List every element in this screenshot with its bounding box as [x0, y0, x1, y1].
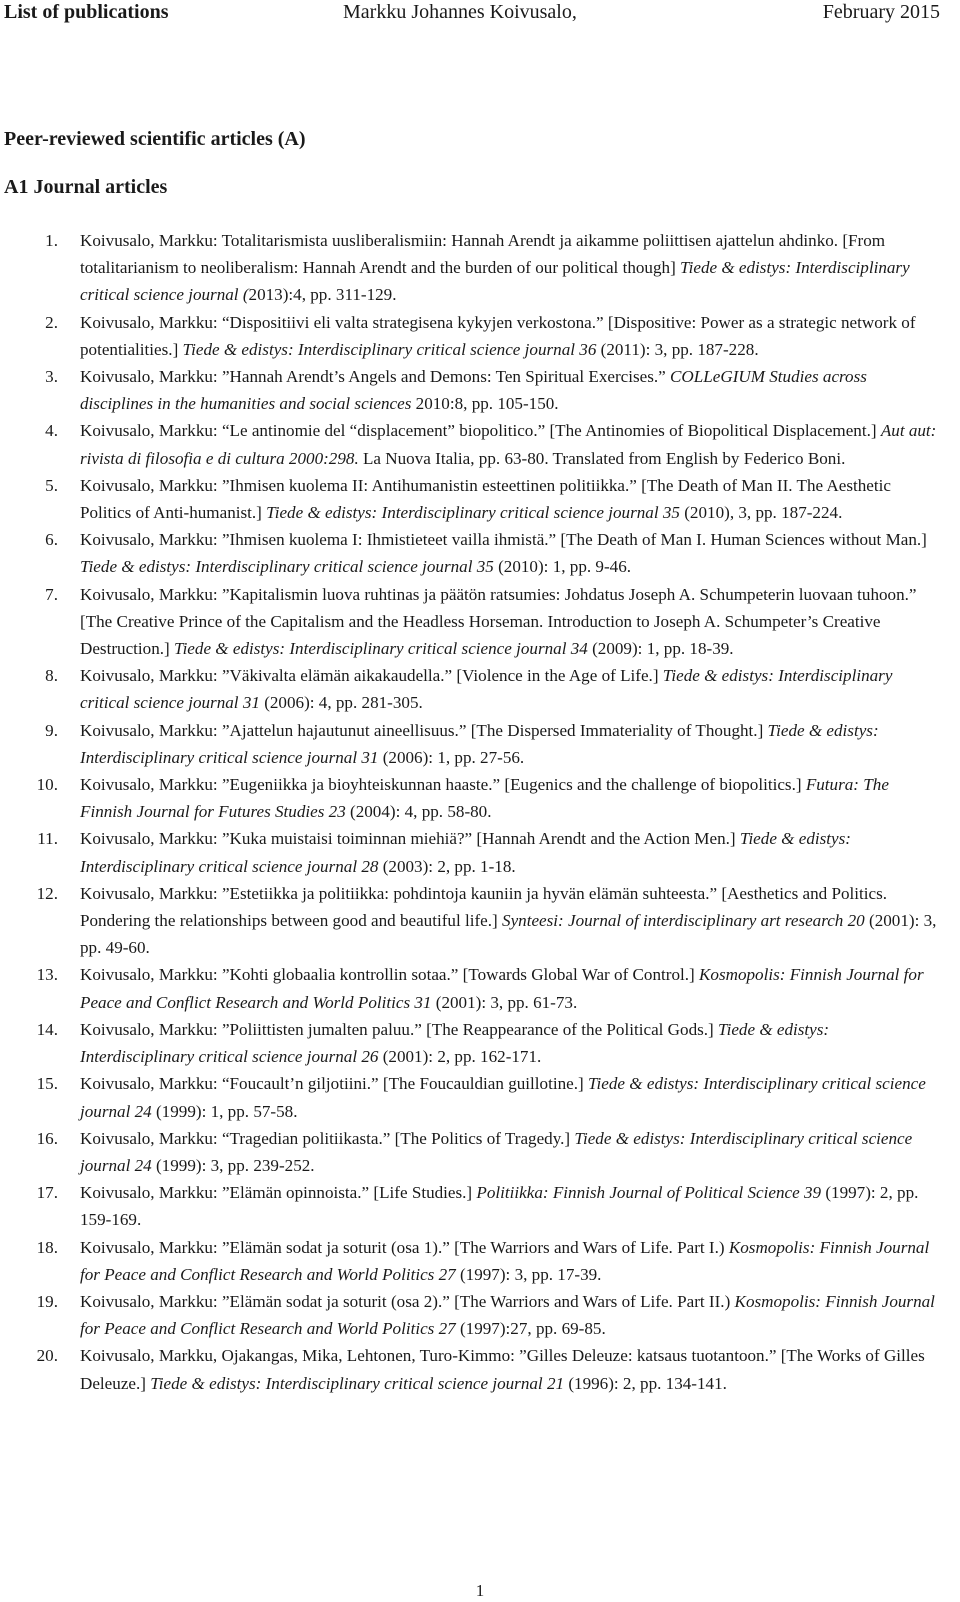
- publication-citation-text: Koivusalo, Markku: ”Kapitalismin luova ruhtinas ja päätön ratsumies: Johdatus Joseph A. Schumpeterin luovaan tuhoon.” [The Creative Prince of the Capitalism and the Headless Horseman. Introduction to Joseph A. Schumpeter’s Creative Destruction.]: [80, 584, 917, 659]
- publication-number: 1.: [45, 231, 58, 250]
- publication-journal: Tiede & edistys: Interdisciplinary critical science journal 21: [150, 1373, 565, 1393]
- publication-number: 11.: [37, 829, 58, 849]
- publication-journal: Tiede & edistys: Interdisciplinary critical science journal 36: [182, 339, 597, 359]
- publication-journal: Tiede & edistys: Interdisciplinary critical science journal 35: [266, 503, 680, 523]
- page-header: [0, 0, 960, 27]
- publication-item: [0, 825, 960, 879]
- publication-journal: COLLeGIUM Studies across disciplines in the humanities and social sciences: [80, 367, 867, 414]
- subsection-heading: A1 Journal articles: [4, 176, 168, 198]
- publication-issue-pages: (2010), 3, pp. 187-224.: [679, 503, 843, 523]
- publication-issue-pages: (2009): 1, pp. 18-39.: [587, 639, 734, 659]
- publication-item: [0, 662, 960, 716]
- publication-item: [0, 526, 960, 580]
- publication-item: [0, 1125, 960, 1179]
- publication-citation-text: Koivusalo, Markku: ”Väkivalta elämän aikakaudella.” [Violence in the Age of Life.]: [80, 666, 663, 686]
- publication-journal: Aut aut: rivista di filosofia e di cultura 2000:298.: [80, 421, 937, 468]
- publication-journal: Futura: The Finnish Journal for Futures Studies 23: [80, 775, 889, 822]
- publication-number: 19.: [36, 1291, 58, 1311]
- publication-journal: Tiede & edistys: Interdisciplinary critical science journal 24: [80, 1074, 926, 1121]
- publication-issue-pages: (2006): 1, pp. 27-56.: [378, 747, 525, 767]
- publication-number: 18.: [36, 1237, 58, 1257]
- publication-citation-text: Koivusalo, Markku: ”Elämän sodat ja soturit (osa 1).” [The Warriors and Wars of Life. Part I.): [80, 1237, 729, 1257]
- publication-item: [0, 1070, 960, 1124]
- publication-issue-pages: (1997): 2, pp. 159-169.: [80, 1183, 919, 1230]
- publication-issue-pages: (1999): 1, pp. 57-58.: [151, 1101, 298, 1121]
- publication-number: 5.: [45, 475, 58, 495]
- publication-citation-text: Koivusalo, Markku, Ojakangas, Mika, Lehtonen, Turo-Kimmo: ”Gilles Deleuze: katsaus tuotantoon.” [The Works of Gilles Deleuze.]: [80, 1346, 925, 1393]
- publication-item: [0, 309, 960, 363]
- publication-journal: Tiede & edistys: Interdisciplinary critical science journal 35: [80, 557, 494, 577]
- publication-number: 2.: [45, 312, 58, 332]
- publication-number: 17.: [36, 1183, 58, 1203]
- publication-citation-text: Koivusalo, Markku: “Tragedian politiikasta.” [The Politics of Tragedy.]: [80, 1128, 575, 1148]
- publication-issue-pages: La Nuova Italia, pp. 63-80. Translated from English by Federico Boni.: [358, 448, 846, 468]
- publication-item: [0, 227, 960, 309]
- publication-citation-text: Koivusalo, Markku: ”Elämän sodat ja soturit (osa 2).” [The Warriors and Wars of Life. Part II.): [80, 1291, 735, 1311]
- publication-citation-text: Koivusalo, Markku: ”Elämän opinnoista.” [Life Studies.]: [80, 1183, 477, 1203]
- publication-issue-pages: (2001): 2, pp. 162-171.: [378, 1047, 542, 1067]
- header-document-title: List of publications: [4, 1, 169, 23]
- header-date: February 2015: [822, 1, 940, 23]
- publication-number: 9.: [45, 720, 58, 740]
- publication-item: [0, 880, 960, 962]
- publication-citation-text: Koivusalo, Markku: “Dispositiivi eli valta strategisena kykyjen verkostona.” [Dispositive: Power as a strategic network of potentialities.]: [80, 312, 916, 359]
- publication-citation-text: Koivusalo, Markku: ”Ihmisen kuolema II: Antihumanistin esteettinen politiikka.” [The Death of Man II. The Aesthetic Politics of Anti-humanist.]: [80, 475, 891, 523]
- publication-journal: Tiede & edistys: Interdisciplinary critical science journal 31: [80, 720, 879, 767]
- header-author-name: Markku Johannes Koivusalo,: [343, 1, 577, 23]
- publication-issue-pages: 2013):4, pp. 311-129.: [248, 285, 397, 305]
- publication-citation-text: Koivusalo, Markku: “Foucault’n giljotiini.” [The Foucauldian guillotine.]: [80, 1074, 588, 1094]
- publication-issue-pages: (2004): 4, pp. 58-80.: [345, 802, 492, 822]
- publication-issue-pages: (1999): 3, pp. 239-252.: [151, 1155, 315, 1175]
- publication-issue-pages: 2010:8, pp. 105-150.: [411, 394, 559, 414]
- publication-issue-pages: (2001): 3, pp. 49-60.: [80, 911, 937, 958]
- publication-item: [0, 717, 960, 771]
- publication-journal: Tiede & edistys: Interdisciplinary critical science journal (: [80, 258, 910, 305]
- publication-journal: Kosmopolis: Finnish Journal for Peace and Conflict Research and World Politics 27: [80, 1291, 935, 1339]
- publication-item: [0, 417, 960, 471]
- publication-item: [0, 1016, 960, 1070]
- publication-journal: Tiede & edistys: Interdisciplinary critical science journal 28: [80, 829, 851, 876]
- publication-number: 14.: [36, 1019, 58, 1039]
- publication-issue-pages: (2006): 4, pp. 281-305.: [259, 693, 423, 713]
- publication-item: [0, 472, 960, 526]
- section-heading: Peer-reviewed scientific articles (A): [4, 128, 306, 150]
- publication-citation-text: Koivusalo, Markku: ”Hannah Arendt’s Angels and Demons: Ten Spiritual Exercises.”: [80, 367, 671, 387]
- publication-issue-pages: (1997): 3, pp. 17-39.: [455, 1264, 602, 1284]
- publication-number: 10.: [36, 775, 58, 795]
- publication-journal: Tiede & edistys: Interdisciplinary critical science journal 24: [80, 1128, 913, 1175]
- publication-item: [0, 771, 960, 825]
- publication-journal: Kosmopolis: Finnish Journal for Peace and Conflict Research and World Politics 31: [80, 965, 924, 1012]
- publication-number: 3.: [45, 367, 58, 387]
- publication-journal: Synteesi: Journal of interdisciplinary art research 20: [502, 911, 865, 931]
- publication-issue-pages: (1997):27, pp. 69-85.: [455, 1319, 606, 1339]
- publication-item: [0, 1342, 960, 1396]
- publication-item: [0, 961, 960, 1015]
- publication-number: 8.: [45, 666, 58, 686]
- page-number: 1: [475, 1581, 485, 1600]
- publication-item: [0, 363, 960, 417]
- publication-item: [0, 1234, 960, 1288]
- publication-item: [0, 1179, 960, 1233]
- publication-number: 7.: [45, 584, 58, 604]
- publication-number: 6.: [45, 530, 58, 550]
- publication-issue-pages: (1996): 2, pp. 134-141.: [564, 1373, 727, 1393]
- publication-number: 20.: [36, 1346, 58, 1366]
- publication-issue-pages: (2010): 1, pp. 9-46.: [493, 557, 632, 577]
- publication-citation-text: Koivusalo, Markku: “Le antinomie del “displacement” biopolitico.” [The Antinomies of Biopolitical Displacement.]: [80, 421, 881, 441]
- publication-issue-pages: (2011): 3, pp. 187-228.: [596, 339, 759, 359]
- publication-list: [0, 227, 960, 1397]
- publication-journal: Tiede & edistys: Interdisciplinary critical science journal 34: [174, 639, 588, 659]
- publication-issue-pages: (2001): 3, pp. 61-73.: [431, 992, 578, 1012]
- publication-citation-text: Koivusalo, Markku: ”Ajattelun hajautunut aineellisuus.” [The Dispersed Immateriality of Thought.]: [80, 720, 768, 740]
- publication-journal: Politiikka: Finnish Journal of Political Science 39: [476, 1183, 822, 1203]
- publication-citation-text: Koivusalo, Markku: ”Eugeniikka ja bioyhteiskunnan haaste.” [Eugenics and the challenge of biopolitics.]: [80, 775, 806, 795]
- publication-issue-pages: (2003): 2, pp. 1-18.: [378, 856, 516, 876]
- publication-journal: Kosmopolis: Finnish Journal for Peace and Conflict Research and World Politics 27: [80, 1237, 930, 1284]
- publication-citation-text: Koivusalo, Markku: ”Estetiikka ja politiikka: pohdintoja kauniin ja hyvän elämän suhteesta.” [Aesthetics and Politics. Pondering the relationships between good and beautiful life.]: [80, 883, 888, 931]
- publication-citation-text: Koivusalo, Markku: Totalitarismista uusliberalismiin: Hannah Arendt ja aikamme poliittisen ajattelun ahdinko. [From totalitarianism to neoliberalism: Hannah Arendt and the burden of our political though]: [80, 231, 886, 278]
- publication-number: 12.: [36, 883, 58, 903]
- publication-number: 13.: [36, 965, 58, 985]
- publication-item: [0, 1288, 960, 1342]
- publication-citation-text: Koivusalo, Markku: ”Kohti globaalia kontrollin sotaa.” [Towards Global War of Control.]: [80, 965, 700, 985]
- publication-journal: Tiede & edistys: Interdisciplinary critical science journal 31: [80, 666, 893, 713]
- publication-journal: Tiede & edistys: Interdisciplinary critical science journal 26: [80, 1019, 830, 1067]
- publication-citation-text: Koivusalo, Markku: ”Ihmisen kuolema I: Ihmistieteet vailla ihmistä.” [The Death of Man I. Human Sciences without Man.]: [80, 530, 927, 550]
- publication-citation-text: Koivusalo, Markku: ”Kuka muistaisi toiminnan miehiä?” [Hannah Arendt and the Action Men.]: [80, 829, 740, 849]
- publication-citation-text: Koivusalo, Markku: ”Poliittisten jumalten paluu.” [The Reappearance of the Political Gods.]: [80, 1019, 719, 1039]
- publication-number: 4.: [45, 421, 58, 441]
- publication-item: [0, 581, 960, 663]
- publication-number: 16.: [36, 1128, 58, 1148]
- publication-number: 15.: [36, 1074, 58, 1094]
